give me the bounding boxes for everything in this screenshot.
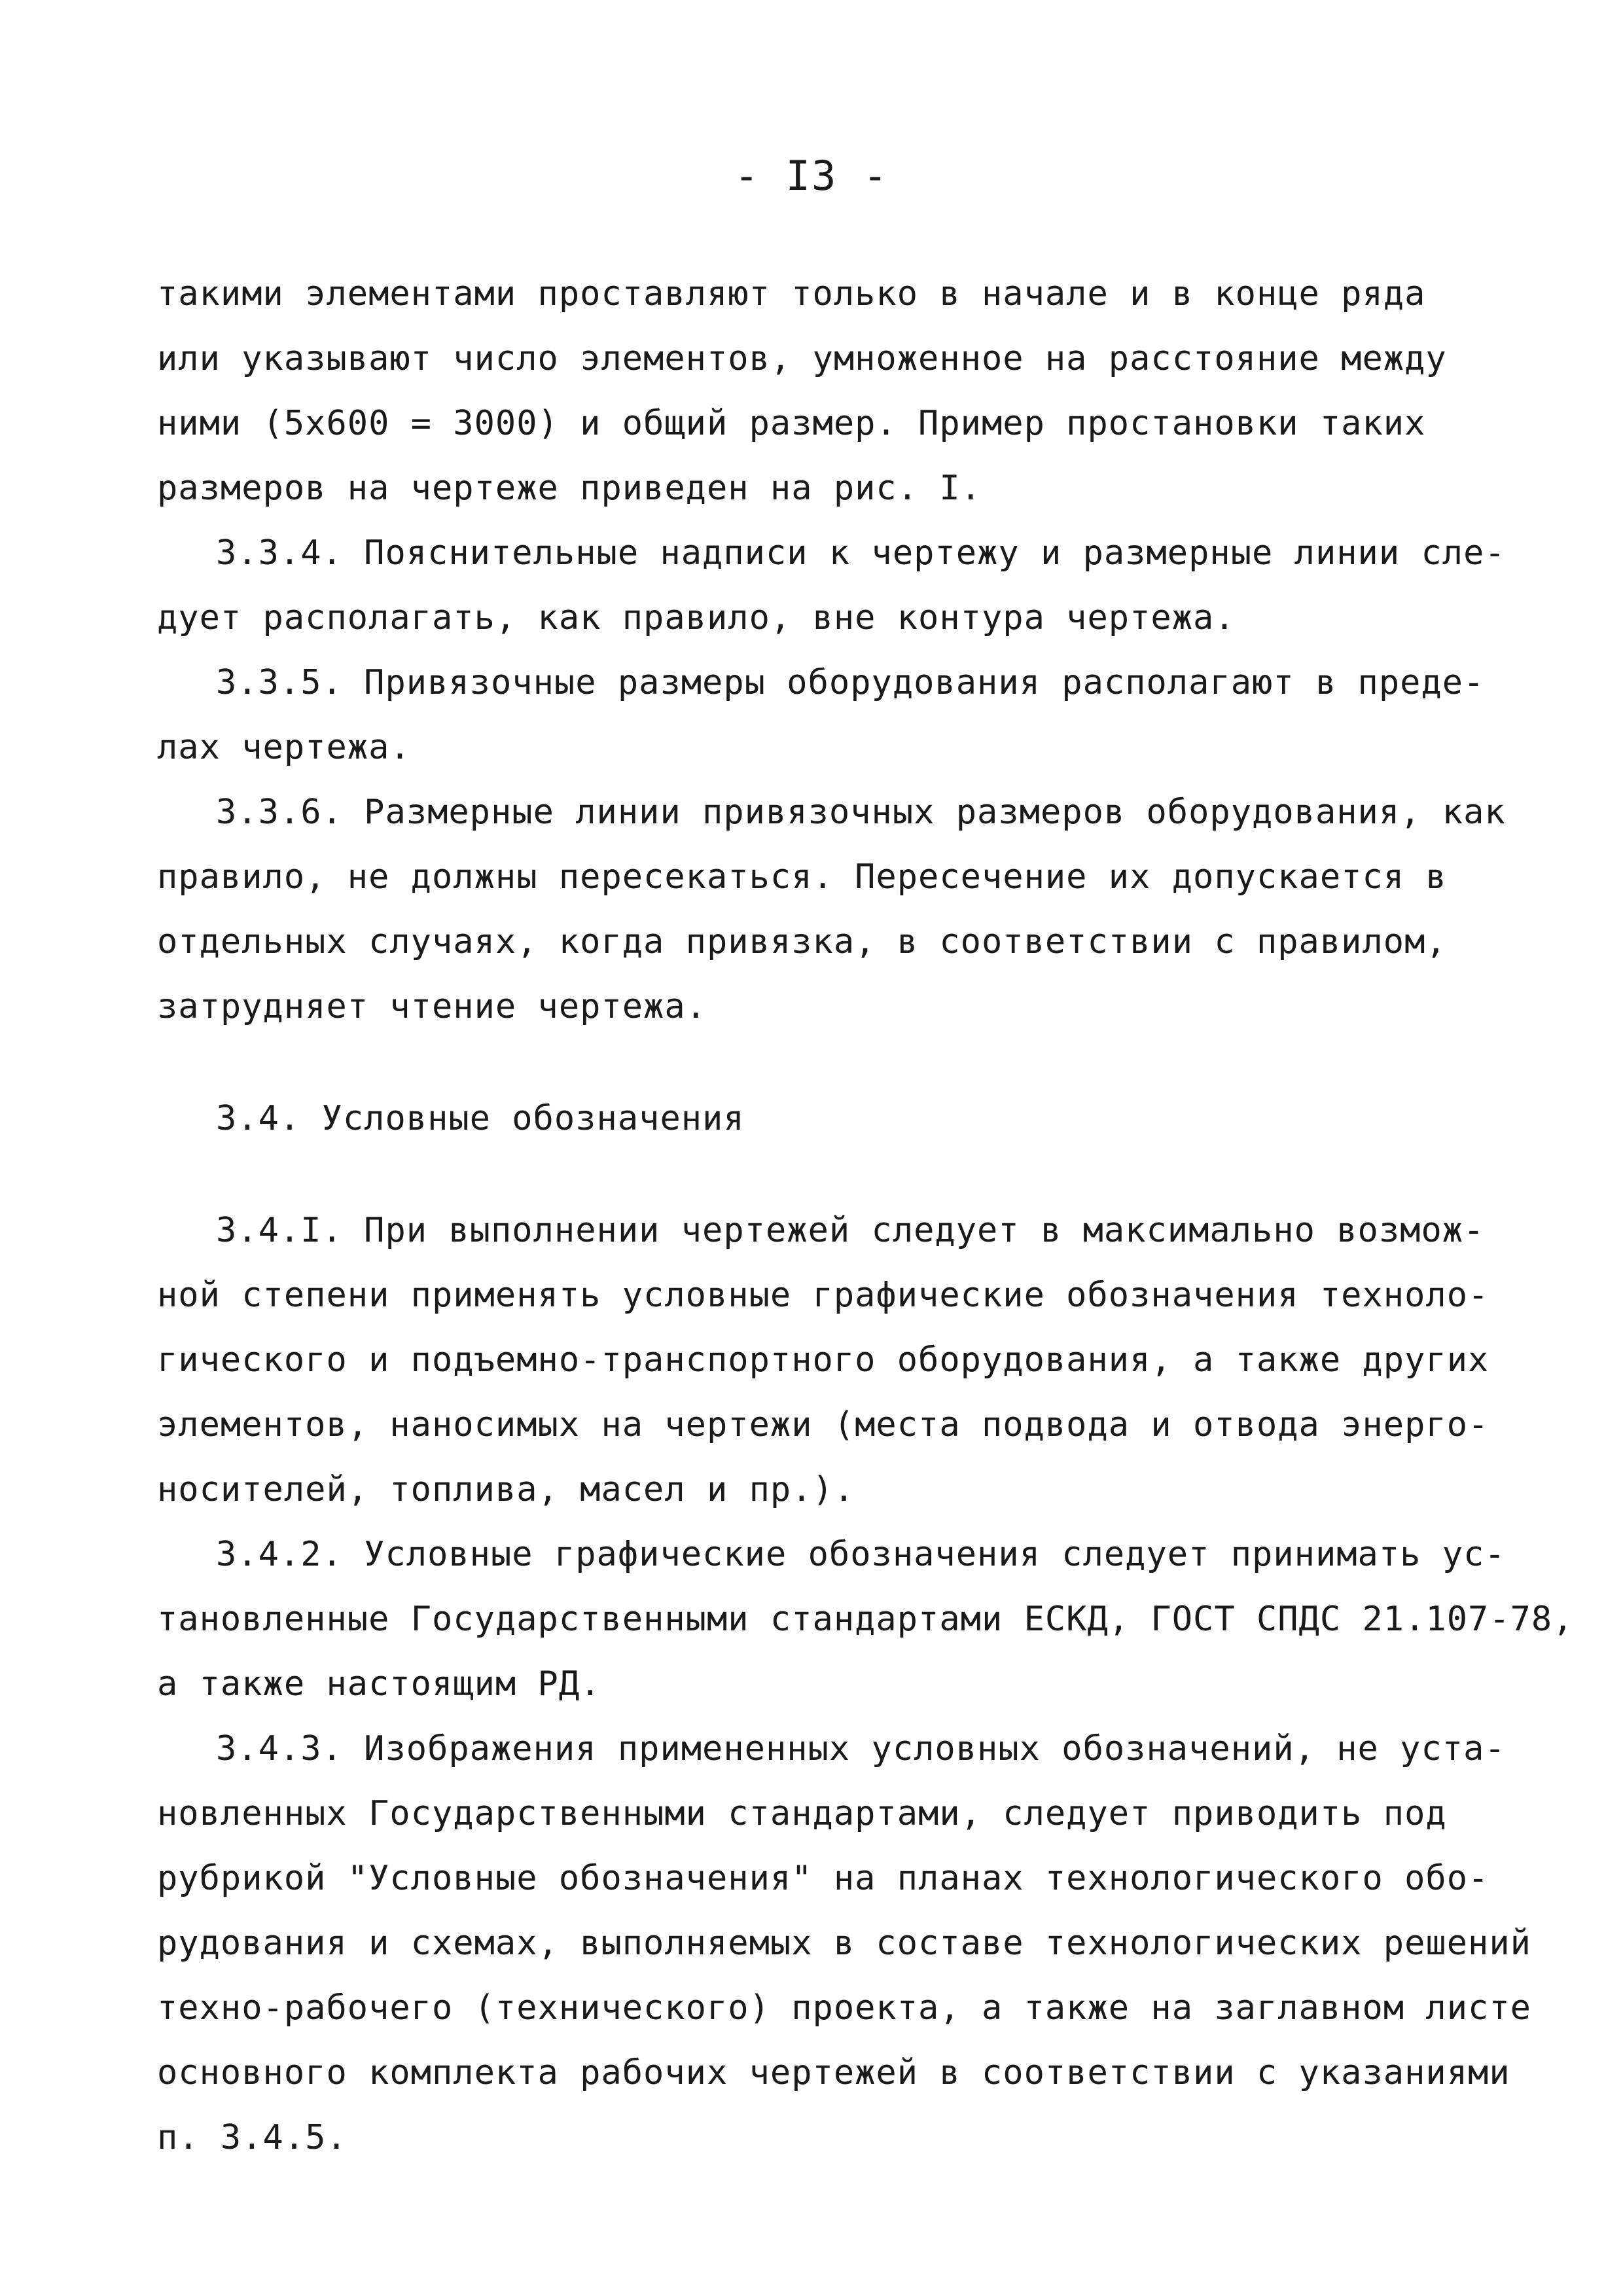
text-line: ними (5х600 = 3000) и общий размер. Пример простановки таких (157, 404, 1426, 443)
text-line: 3.3.6. Размерные линии привязочных размеров оборудования, как (216, 793, 1506, 832)
text-line: 3.4.2. Условные графические обозначения следует принимать ус- (216, 1535, 1506, 1574)
text-line: основного комплекта рабочих чертежей в соответствии с указаниями (157, 2053, 1510, 2092)
paragraph (157, 1522, 1574, 1717)
text-line: дует располагать, как правило, вне контура чертежа. (157, 598, 1236, 637)
text-line: отдельных случаях, когда привязка, в соответствии с правилом, (157, 922, 1447, 961)
text-line: такими элементами проставляют только в начале и в конце ряда (157, 274, 1426, 314)
text-line: техно-рабочего (технического) проекта, а также на заглавном листе (157, 1988, 1531, 2028)
heading-line: 3.4. Условные обозначения (216, 1099, 745, 1138)
text-line: рубрикой "Условные обозначения" на планах технологического обо- (157, 1859, 1489, 1898)
section-gap (157, 1151, 1531, 1198)
paragraph (157, 651, 1531, 780)
text-line: ной степени применять условные графические обозначения техноло- (157, 1276, 1489, 1315)
paragraph (157, 780, 1531, 1039)
text-line: тановленные Государственными стандартами ЕСКД, ГОСТ СПДС 21.107-78, (157, 1600, 1574, 1639)
text-line: размеров на чертеже приведен на рис. I. (157, 469, 982, 508)
text-line: правило, не должны пересекаться. Пересечение их допускается в (157, 857, 1447, 897)
text-line: затрудняет чтение чертежа. (157, 987, 707, 1026)
text-line: 3.4.3. Изображения примененных условных обозначений, не уста- (216, 1729, 1506, 1768)
text-line: 3.3.4. Пояснительные надписи к чертежу и размерные линии сле- (216, 533, 1506, 573)
page-number: - I3 - (734, 152, 889, 200)
document-body (157, 262, 1574, 2170)
text-line: носителей, топлива, масел и пр.). (157, 1470, 855, 1509)
paragraph (157, 1717, 1531, 2170)
paragraph (157, 262, 1531, 521)
text-line: 3.4.I. При выполнении чертежей следует в максимально возмож- (216, 1211, 1485, 1250)
text-line: а также настоящим РД. (157, 1664, 601, 1704)
text-line: п. 3.4.5. (157, 2118, 348, 2157)
text-line: 3.3.5. Привязочные размеры оборудования располагают в преде- (216, 663, 1485, 702)
text-line: или указывают число элементов, умноженное на расстояние между (157, 339, 1447, 378)
text-line: рудования и схемах, выполняемых в составе технологических решений (157, 1924, 1531, 1963)
paragraph (157, 1198, 1531, 1522)
section-heading (157, 1086, 1531, 1151)
text-line: элементов, наносимых на чертежи (места подвода и отвода энерго- (157, 1405, 1489, 1444)
paragraph (157, 521, 1531, 651)
text-line: новленных Государственными стандартами, следует приводить под (157, 1794, 1447, 1833)
text-line: гического и подъемно-транспортного оборудования, а также других (157, 1340, 1489, 1380)
text-line: лах чертежа. (157, 728, 411, 767)
section-gap (157, 1039, 1531, 1086)
